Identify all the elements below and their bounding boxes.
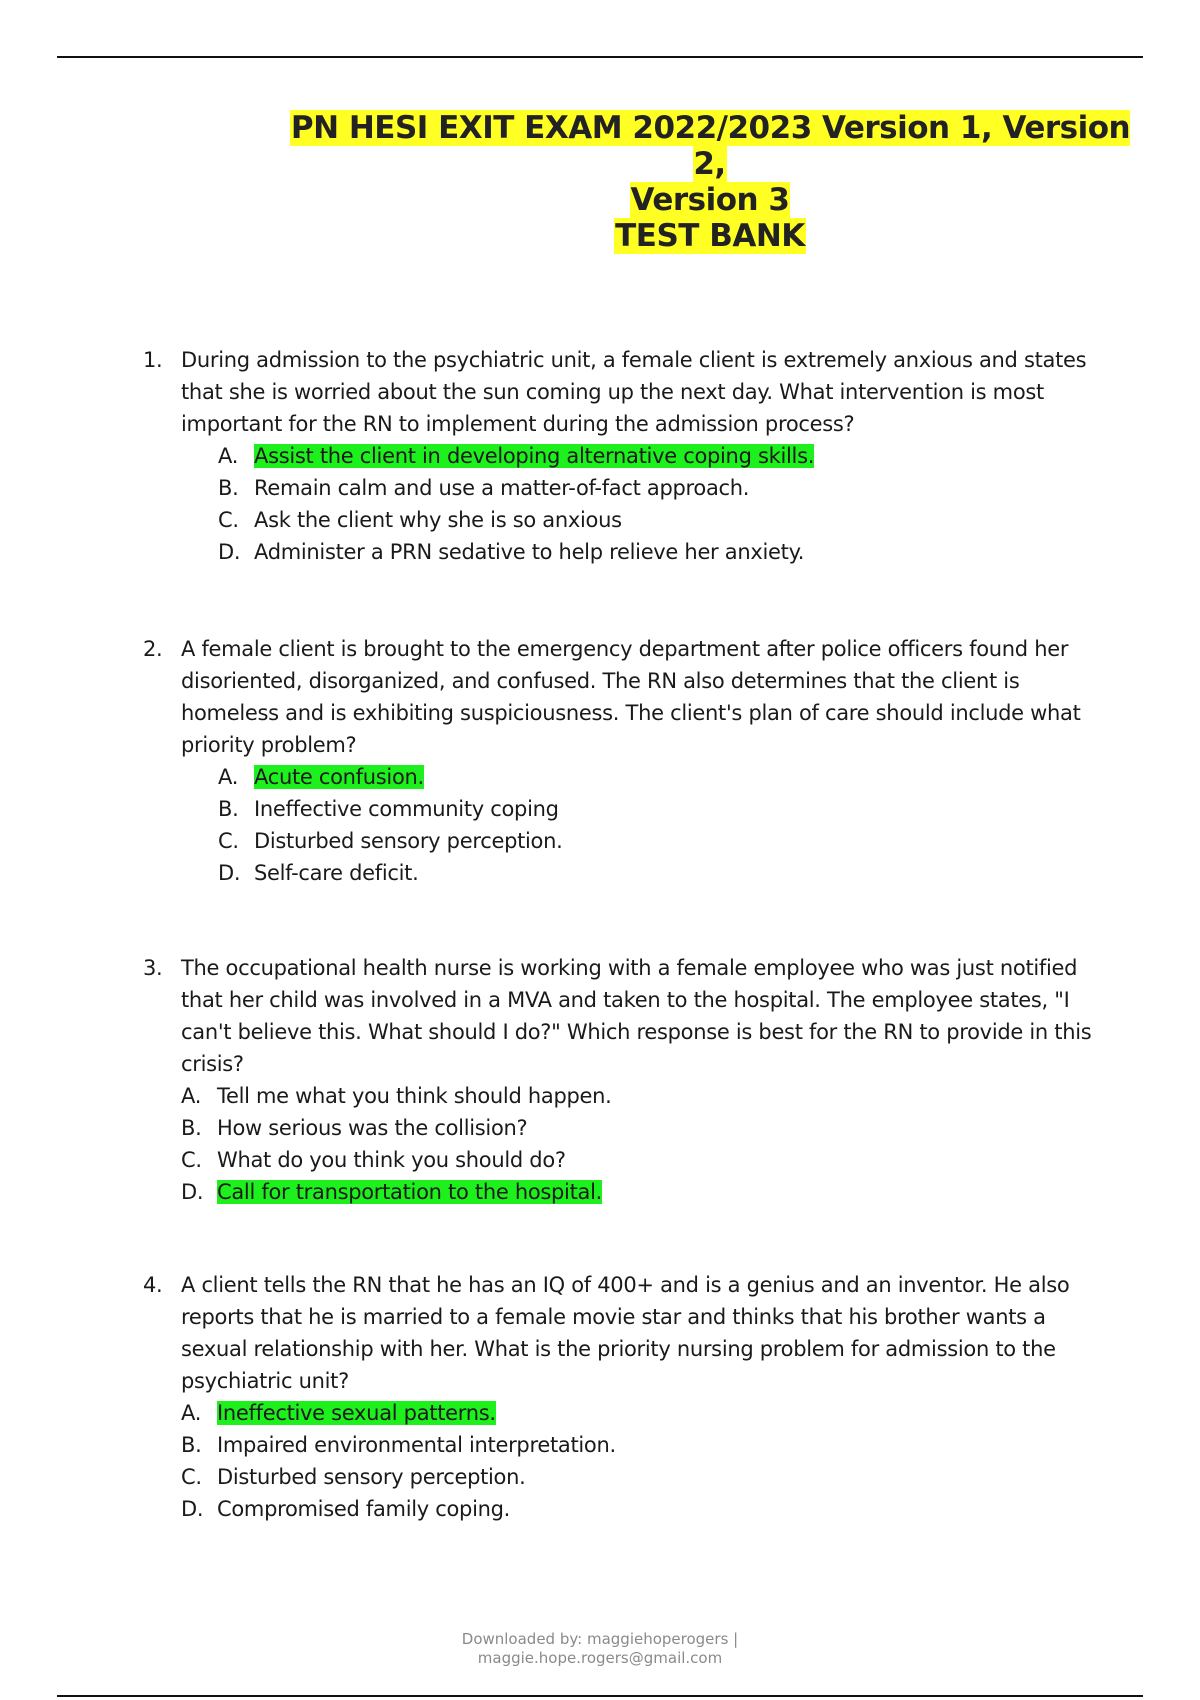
top-rule	[57, 56, 1143, 58]
option-letter: C.	[181, 1465, 202, 1489]
option-a	[218, 761, 563, 793]
option-a	[181, 1080, 612, 1112]
option-letter: B.	[218, 476, 239, 500]
option-b	[218, 472, 814, 504]
option-b	[181, 1429, 616, 1461]
question-number: 2.	[143, 637, 163, 661]
correct-answer: Call for transportation to the hospital.	[217, 1180, 603, 1204]
option-letter: B.	[181, 1433, 202, 1457]
correct-answer: Assist the client in developing alternative coping skills.	[254, 444, 815, 468]
option-text: Administer a PRN sedative to help relieve her anxiety.	[254, 540, 805, 564]
document-title	[280, 110, 1140, 254]
option-text: Compromised family coping.	[217, 1497, 511, 1521]
option-text: Remain calm and use a matter-of-fact approach.	[254, 476, 750, 500]
option-a	[181, 1397, 616, 1429]
answer-options	[181, 1397, 616, 1525]
option-text: Tell me what you think should happen.	[217, 1084, 612, 1108]
question-number: 1.	[143, 348, 163, 372]
title-line-3: TEST BANK	[615, 218, 805, 254]
option-d	[181, 1493, 616, 1525]
option-letter: D.	[181, 1180, 204, 1204]
question-text: A client tells the RN that he has an IQ of 400+ and is a genius and an inventor. He also reports that he is married to a female movie star and thinks that his brother wants a sexual relationship with her. What is the priority nursing problem for admission to the psychiatric unit?	[181, 1273, 1070, 1393]
footer-email: maggie.hope.rogers@gmail.com	[477, 1649, 723, 1667]
title-line-1: PN HESI EXIT EXAM 2022/2023 Version 1, Version 2,	[290, 110, 1131, 182]
title-line-2: Version 3	[630, 182, 790, 218]
question-text: During admission to the psychiatric unit, a female client is extremely anxious and states that she is worried about the sun coming up the next day. What intervention is most important for the RN to implement during the admission process?	[181, 348, 1087, 436]
option-letter: D.	[181, 1497, 204, 1521]
answer-options	[218, 440, 814, 568]
question-text: A female client is brought to the emergency department after police officers found her disoriented, disorganized, and confused. The RN also determines that the client is homeless and is exhibiting suspiciousness. The client's plan of care should include what priority problem?	[181, 637, 1081, 757]
option-c	[181, 1461, 616, 1493]
option-letter: B.	[181, 1116, 202, 1140]
correct-answer: Acute confusion.	[254, 765, 424, 789]
answer-options	[218, 761, 563, 889]
option-c	[218, 504, 814, 536]
option-text: Impaired environmental interpretation.	[217, 1433, 616, 1457]
option-c	[218, 825, 563, 857]
option-b	[218, 793, 563, 825]
option-d	[181, 1176, 612, 1208]
option-letter: C.	[218, 508, 239, 532]
option-text: Ineffective community coping	[254, 797, 559, 821]
footer-downloaded-by: Downloaded by: maggiehoperogers |	[461, 1630, 739, 1648]
option-b	[181, 1112, 612, 1144]
option-letter: A.	[218, 444, 239, 468]
option-letter: A.	[181, 1401, 202, 1425]
download-footer	[0, 1630, 1200, 1668]
option-d	[218, 857, 563, 889]
option-text: Self-care deficit.	[254, 861, 419, 885]
option-letter: C.	[218, 829, 239, 853]
option-text: Disturbed sensory perception.	[254, 829, 563, 853]
option-text: What do you think you should do?	[217, 1148, 566, 1172]
option-letter: B.	[218, 797, 239, 821]
answer-options	[181, 1080, 612, 1208]
option-letter: D.	[218, 861, 241, 885]
option-text: Disturbed sensory perception.	[217, 1465, 526, 1489]
question-number: 3.	[143, 956, 163, 980]
bottom-rule	[57, 1695, 1143, 1697]
option-letter: C.	[181, 1148, 202, 1172]
option-text: How serious was the collision?	[217, 1116, 528, 1140]
option-text: Ask the client why she is so anxious	[254, 508, 622, 532]
question-number: 4.	[143, 1273, 163, 1297]
option-c	[181, 1144, 612, 1176]
option-d	[218, 536, 814, 568]
option-a	[218, 440, 814, 472]
option-letter: A.	[181, 1084, 202, 1108]
option-letter: D.	[218, 540, 241, 564]
option-letter: A.	[218, 765, 239, 789]
question-text: The occupational health nurse is working with a female employee who was just notified that her child was involved in a MVA and taken to the hospital. The employee states, "I can't believe this. What should I do?" Which response is best for the RN to provide in this crisis?	[181, 956, 1092, 1076]
correct-answer: Ineffective sexual patterns.	[217, 1401, 496, 1425]
